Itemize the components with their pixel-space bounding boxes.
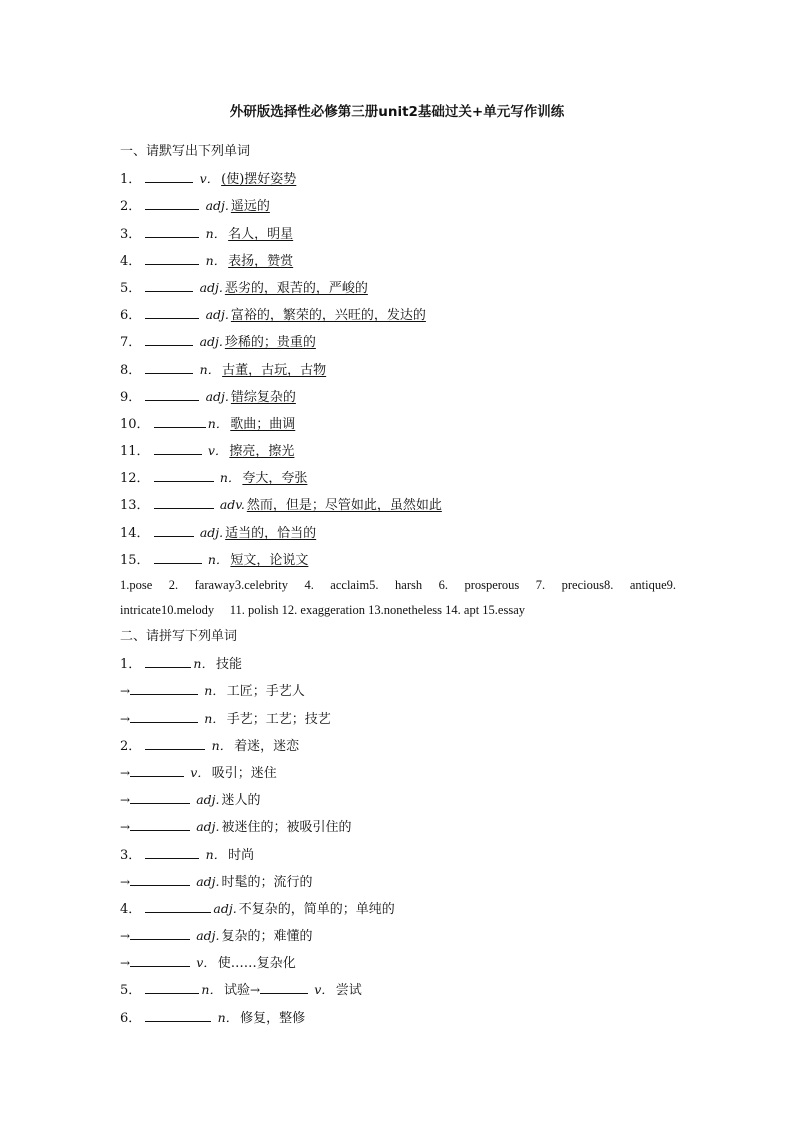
part-of-speech: adj. [205, 198, 229, 214]
derivative-arrow-icon: → [120, 929, 131, 944]
derivative-arrow-icon: → [120, 820, 131, 835]
s2-item-14 [120, 1004, 680, 1031]
definition: 着迷，迷恋 [234, 738, 300, 754]
definition: 尝试 [335, 983, 362, 999]
definition: 被迷住的；被吸引住的 [221, 820, 352, 836]
definition: 时尚 [228, 847, 255, 863]
s1-item-2 [120, 192, 680, 219]
answer-blank[interactable] [130, 926, 190, 940]
derivative-arrow-icon: → [120, 684, 131, 699]
part-of-speech: n． [204, 683, 225, 699]
s1-item-1 [120, 165, 680, 192]
part-of-speech: n． [199, 361, 221, 377]
s1-item-9 [120, 383, 680, 410]
s1-item-12 [120, 464, 680, 491]
definition: 珍稀的；贵重的 [224, 335, 316, 351]
item-number: 3． [120, 847, 142, 863]
s2-item-13 [120, 976, 680, 1003]
answer-blank[interactable] [145, 654, 191, 668]
definition: 迷人的 [221, 793, 261, 809]
part-of-speech: n． [211, 737, 233, 753]
definition: 吸引；迷住 [211, 765, 277, 781]
definition: 适当的，恰当的 [225, 525, 317, 541]
definition: 工匠；手艺人 [226, 684, 305, 700]
s2-item-7 [120, 813, 680, 840]
part-of-speech: n． [205, 252, 227, 268]
part-of-speech: adj. [196, 792, 220, 808]
part-of-speech: adj. [205, 388, 229, 404]
answer-key [120, 573, 676, 623]
item-number: 5． [120, 983, 142, 999]
s2-item-1 [120, 650, 680, 677]
s2-item-4 [120, 732, 680, 759]
part-of-speech: adj. [213, 900, 237, 916]
answer-blank[interactable] [154, 495, 214, 509]
s2-item-5 [120, 759, 680, 786]
part-of-speech: adj. [199, 334, 223, 350]
item-number: 6． [120, 1010, 142, 1026]
derivative-arrow-icon: → [250, 983, 261, 998]
part-of-speech: n． [205, 846, 227, 862]
s1-item-15 [120, 546, 680, 573]
part-of-speech: n． [205, 225, 227, 241]
answer-blank[interactable] [145, 736, 205, 750]
definition: 修复，整修 [240, 1010, 306, 1026]
answer-blank[interactable] [145, 305, 199, 319]
definition: 歌曲；曲调 [230, 416, 296, 432]
part-of-speech: adj. [199, 524, 224, 540]
answer-blank[interactable] [145, 845, 199, 859]
part-of-speech: v． [207, 443, 228, 459]
part-of-speech: n． [204, 710, 225, 726]
part-of-speech: n． [207, 551, 229, 567]
definition: 富裕的，繁荣的，兴旺的，发达的 [230, 308, 426, 324]
derivative-arrow-icon: → [120, 711, 131, 726]
s2-item-6 [120, 786, 680, 813]
s2-item-8 [120, 841, 680, 868]
answer-key-line-1: 1.pose 2. faraway3.celebrity 4. acclaim5. harsh 6. prosperous 7. precious8. antique9. [120, 578, 676, 592]
part-of-speech: adj. [196, 819, 220, 835]
definition: 遥远的 [230, 199, 270, 215]
item-number: 1． [120, 657, 142, 673]
part-of-speech: v． [199, 171, 220, 187]
part-of-speech: n． [207, 415, 229, 431]
section-2-heading: 二、请拼写下列单词 [120, 629, 238, 644]
answer-blank[interactable] [154, 414, 206, 428]
part-of-speech: adj. [196, 873, 220, 889]
part-of-speech: n． [217, 1009, 239, 1025]
answer-blank[interactable] [145, 332, 193, 346]
s2-item-9 [120, 868, 680, 895]
answer-blank[interactable] [145, 387, 199, 401]
part-of-speech: v． [190, 764, 210, 780]
answer-blank[interactable] [145, 360, 193, 374]
derivative-arrow-icon: → [120, 874, 131, 889]
item-number: 1． [120, 172, 142, 188]
derivative-arrow-icon: → [120, 793, 131, 808]
answer-blank[interactable] [154, 468, 214, 482]
answer-blank[interactable] [145, 224, 199, 238]
answer-blank[interactable] [130, 817, 190, 831]
definition: 使……复杂化 [217, 956, 296, 972]
definition: 技能 [215, 657, 242, 673]
s2-item-2 [120, 677, 680, 704]
s1-item-8 [120, 356, 680, 383]
answer-blank[interactable] [130, 763, 184, 777]
item-number: 3． [120, 226, 142, 242]
answer-key-line-2: intricate10.melody 11. polish 12. exaggeration 13.nonetheless 14. apt 15.essay [120, 603, 526, 617]
definition: 古董，古玩，古物 [222, 362, 327, 378]
answer-blank[interactable] [130, 790, 190, 804]
answer-blank[interactable] [130, 953, 190, 967]
definition: (使)摆好姿势 [221, 172, 297, 188]
answer-blank[interactable] [130, 681, 198, 695]
item-number: 12． [120, 471, 150, 487]
s1-item-10 [120, 410, 680, 437]
definition: 名人，明星 [228, 226, 294, 242]
s1-item-6 [120, 301, 680, 328]
derivative-arrow-icon: → [120, 765, 131, 780]
part-of-speech: n． [193, 656, 214, 672]
s2-item-3 [120, 705, 680, 732]
definition: 短文，论说文 [230, 552, 309, 568]
definition: 表扬，赞赏 [228, 253, 294, 269]
item-number: 9． [120, 389, 142, 405]
s1-item-14 [120, 519, 680, 546]
answer-blank[interactable] [130, 709, 198, 723]
s1-item-5 [120, 274, 680, 301]
page-title: 外研版选择性必修第三册unit2基础过关+单元写作训练 [229, 104, 565, 120]
part-of-speech: adj. [199, 279, 223, 295]
s2-item-11 [120, 922, 680, 949]
item-number: 8． [120, 362, 142, 378]
s1-item-4 [120, 247, 680, 274]
answer-blank[interactable] [154, 550, 202, 564]
item-number: 14． [120, 525, 150, 541]
definition: 然而，但是；尽管如此，虽然如此 [246, 498, 442, 514]
definition: 擦亮，擦光 [229, 444, 295, 460]
item-number: 10． [120, 416, 150, 432]
part-of-speech: adv. [219, 497, 245, 513]
part-of-speech: v． [314, 982, 334, 998]
item-number: 13． [120, 498, 150, 514]
part-of-speech: adj. [205, 307, 229, 323]
answer-blank[interactable] [260, 980, 308, 994]
item-number: 15． [120, 552, 150, 568]
item-number: 7． [120, 335, 142, 351]
part-of-speech: adj. [196, 928, 220, 944]
definition: 时髦的；流行的 [221, 874, 313, 890]
part-of-speech: n． [219, 470, 241, 486]
answer-blank[interactable] [145, 980, 199, 994]
answer-blank[interactable] [145, 169, 193, 183]
answer-blank[interactable] [145, 1008, 211, 1022]
definition: 试验 [223, 983, 250, 999]
answer-blank[interactable] [154, 441, 202, 455]
item-number: 4． [120, 253, 142, 269]
item-number: 4． [120, 901, 142, 917]
s1-item-7 [120, 328, 680, 355]
answer-blank[interactable] [130, 872, 190, 886]
part-of-speech: n． [201, 982, 222, 998]
definition: 不复杂的，简单的；单纯的 [238, 901, 395, 917]
definition: 复杂的；难懂的 [221, 929, 313, 945]
answer-blank[interactable] [154, 523, 194, 537]
definition: 恶劣的，艰苦的，严峻的 [224, 280, 368, 296]
item-number: 6． [120, 308, 142, 324]
s1-item-13 [120, 491, 680, 518]
derivative-arrow-icon: → [120, 956, 131, 971]
item-number: 11． [120, 444, 150, 460]
answer-blank[interactable] [145, 278, 193, 292]
s1-item-3 [120, 220, 680, 247]
definition: 错综复杂的 [230, 389, 296, 405]
definition: 手艺；工艺；技艺 [226, 711, 331, 727]
s2-item-10 [120, 895, 680, 922]
item-number: 2． [120, 738, 142, 754]
section-1-heading: 一、请默写出下列单词 [120, 144, 251, 159]
answer-blank[interactable] [145, 251, 199, 265]
item-number: 5． [120, 280, 142, 296]
item-number: 2． [120, 199, 142, 215]
s1-item-11 [120, 437, 680, 464]
worksheet-content [120, 138, 680, 1031]
part-of-speech: v． [196, 955, 216, 971]
s2-item-12 [120, 949, 680, 976]
definition: 夸大，夸张 [242, 471, 308, 487]
answer-blank[interactable] [145, 196, 199, 210]
answer-blank[interactable] [145, 899, 211, 913]
